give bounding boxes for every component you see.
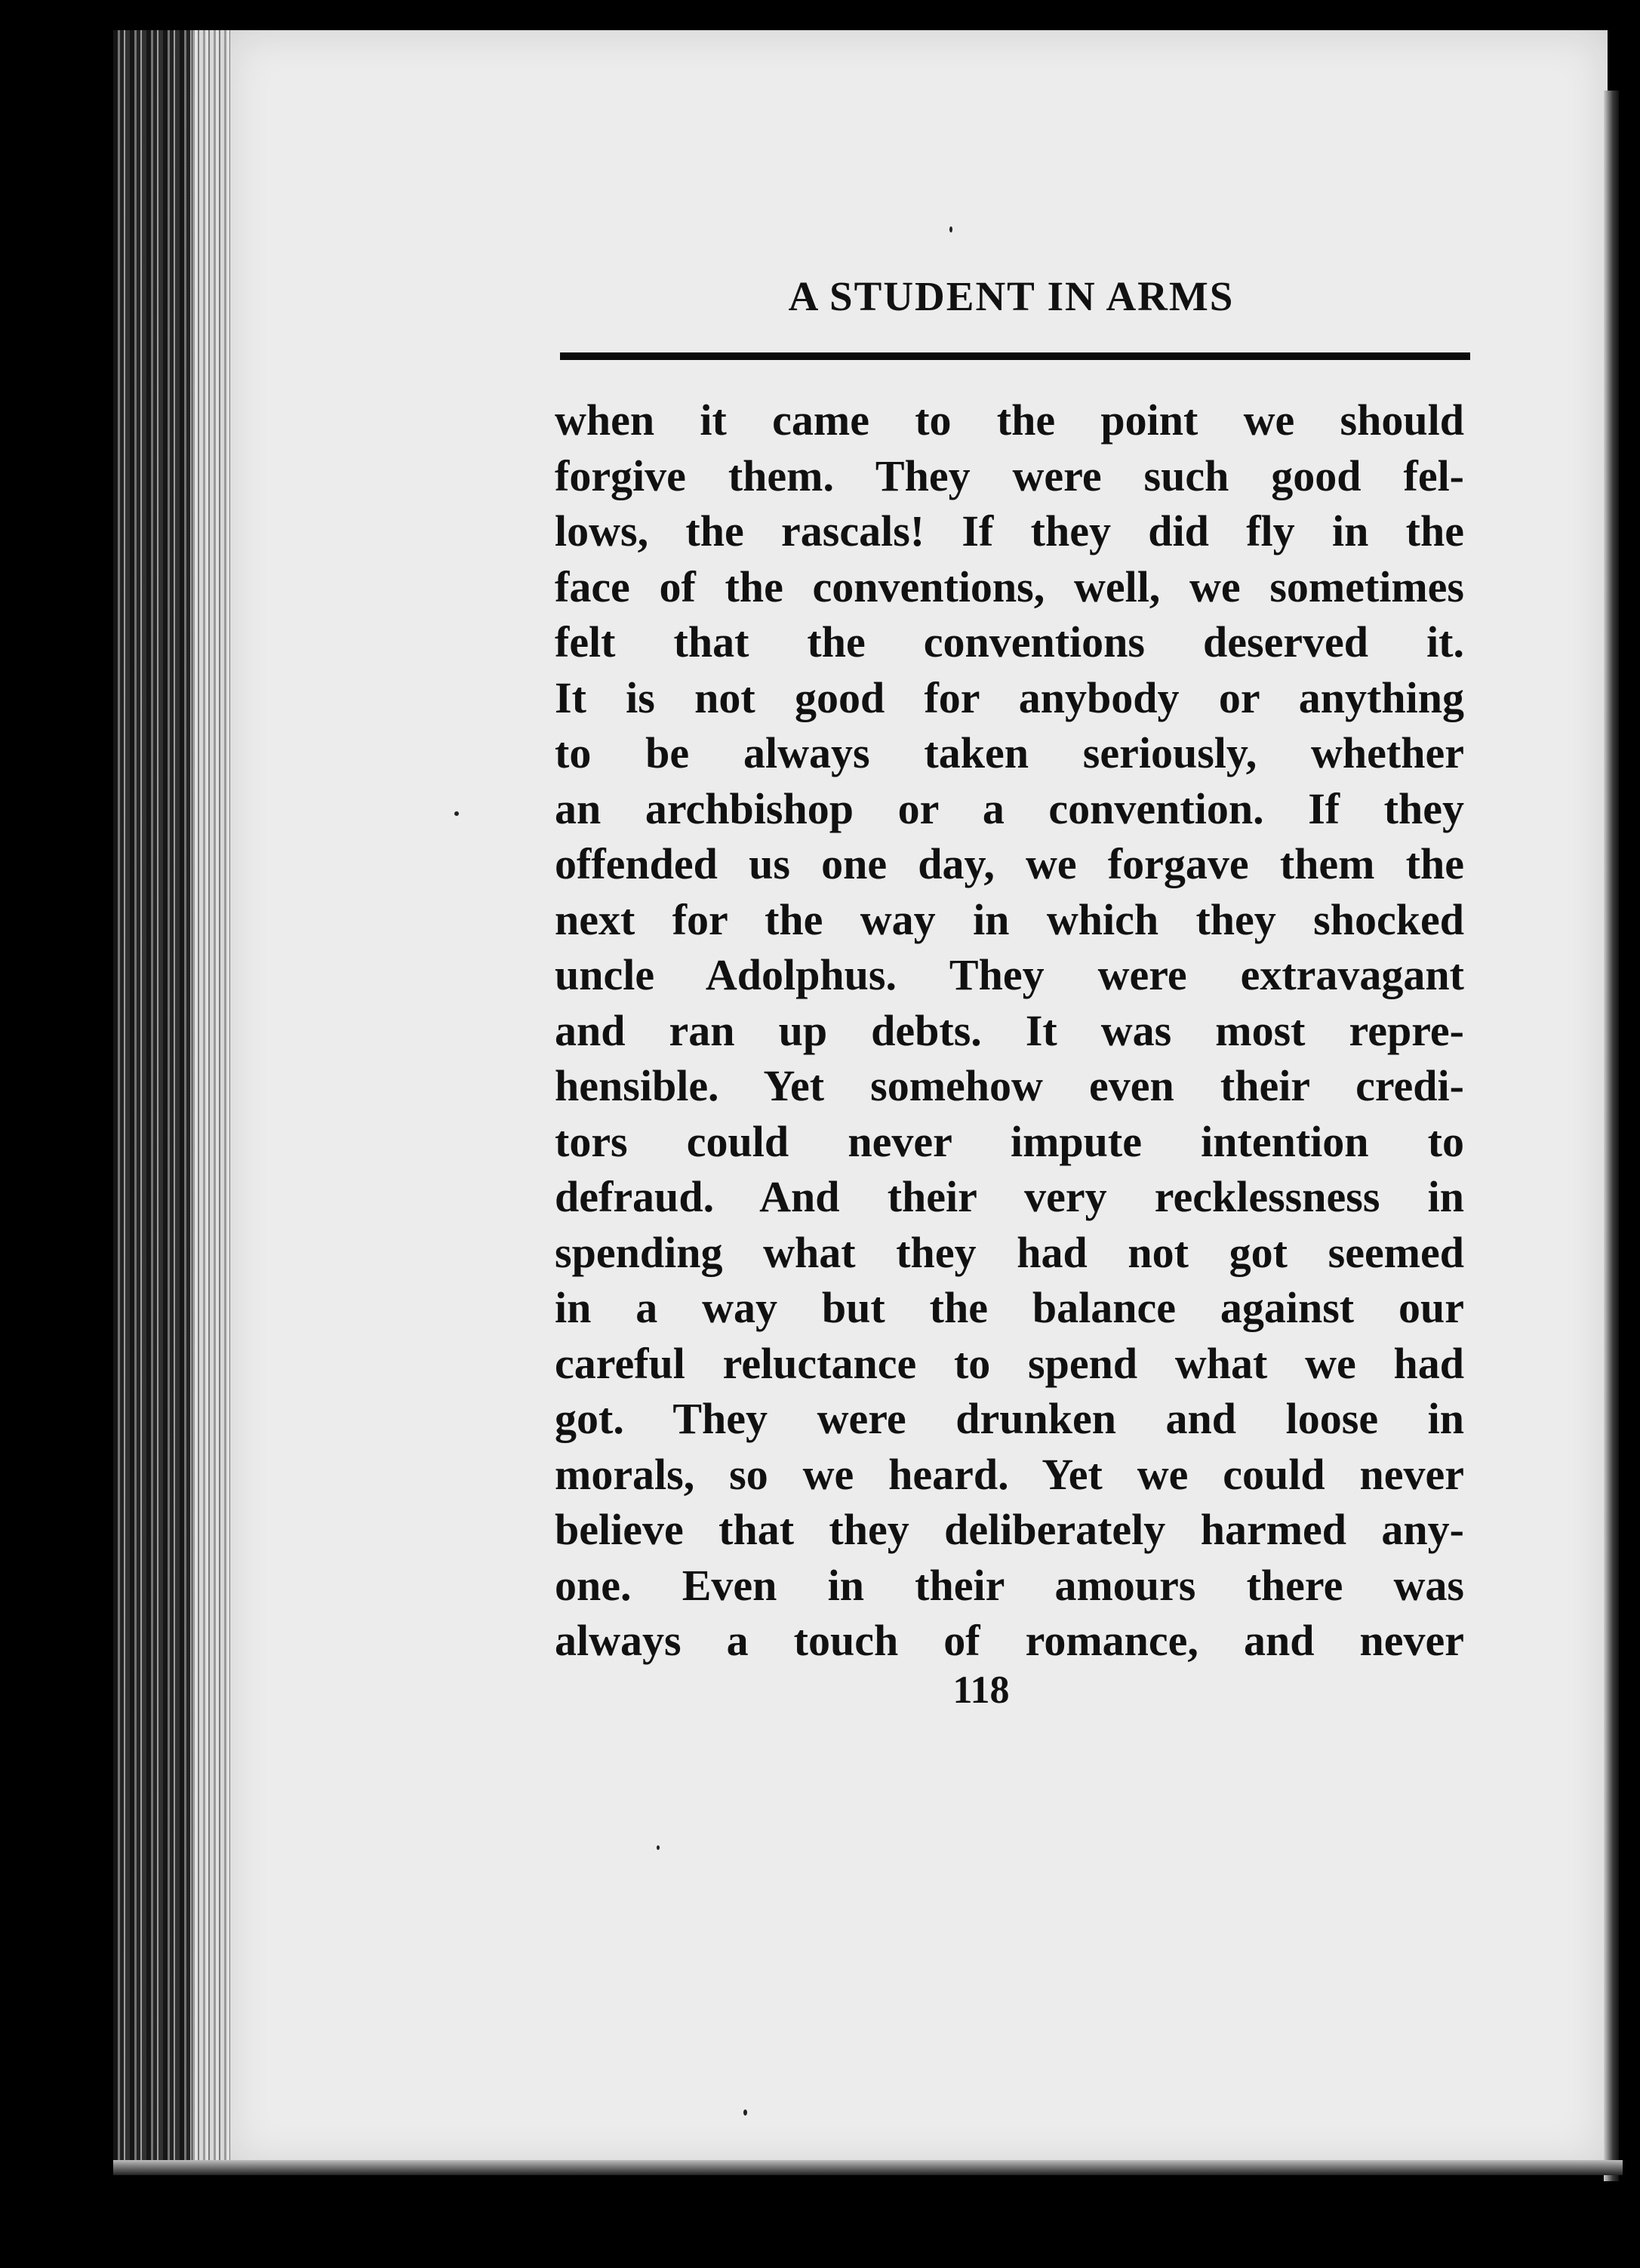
text-line: felt that the conventions deserved it. (555, 617, 1464, 666)
right-page-edge (1604, 91, 1619, 2181)
dust-speck (454, 811, 459, 816)
text-line: hensible. Yet somehow even their credi- (555, 1061, 1464, 1110)
text-line: spending what they had not got seemed (555, 1227, 1464, 1277)
text-line: in a way but the balance against our (555, 1283, 1464, 1332)
text-line: one. Even in their amours there was (555, 1560, 1464, 1610)
text-line: face of the conventions, well, we sometimes (555, 562, 1464, 611)
text-line: tors could never impute intention to (555, 1116, 1464, 1166)
text-line: an archbishop or a convention. If they (555, 783, 1464, 833)
text-line: when it came to the point we should (555, 395, 1464, 445)
running-head: A STUDENT IN ARMS (788, 273, 1235, 319)
text-line: got. They were drunken and loose in (555, 1394, 1464, 1443)
header-rule (560, 352, 1470, 360)
text-line: next for the way in which they shocked (555, 894, 1464, 944)
text-line: It is not good for anybody or anything (555, 672, 1464, 722)
text-line: lows, the rascals! If they did fly in the (555, 506, 1464, 555)
page-number: 118 (952, 1669, 1010, 1712)
text-line: offended us one day, we forgave them the (555, 839, 1464, 888)
text-line: morals, so we heard. Yet we could never (555, 1449, 1464, 1499)
dust-speck (743, 2110, 747, 2116)
text-line: careful reluctance to spend what we had (555, 1338, 1464, 1388)
text-line: believe that they deliberately harmed any- (555, 1505, 1464, 1554)
bottom-page-edge (113, 2160, 1623, 2175)
page-stack-inner-edge (192, 30, 230, 2166)
text-line: to be always taken seriously, whether (555, 728, 1464, 777)
dust-speck (657, 1845, 660, 1850)
text-line: and ran up debts. It was most repre- (555, 1005, 1464, 1055)
body-text (555, 392, 1464, 1669)
dust-speck (949, 226, 952, 232)
text-line: forgive them. They were such good fel- (555, 451, 1464, 500)
text-line: uncle Adolphus. They were extravagant (555, 950, 1464, 999)
text-line: always a touch of romance, and never (555, 1616, 1464, 1665)
text-line: defraud. And their very recklessness in (555, 1172, 1464, 1221)
